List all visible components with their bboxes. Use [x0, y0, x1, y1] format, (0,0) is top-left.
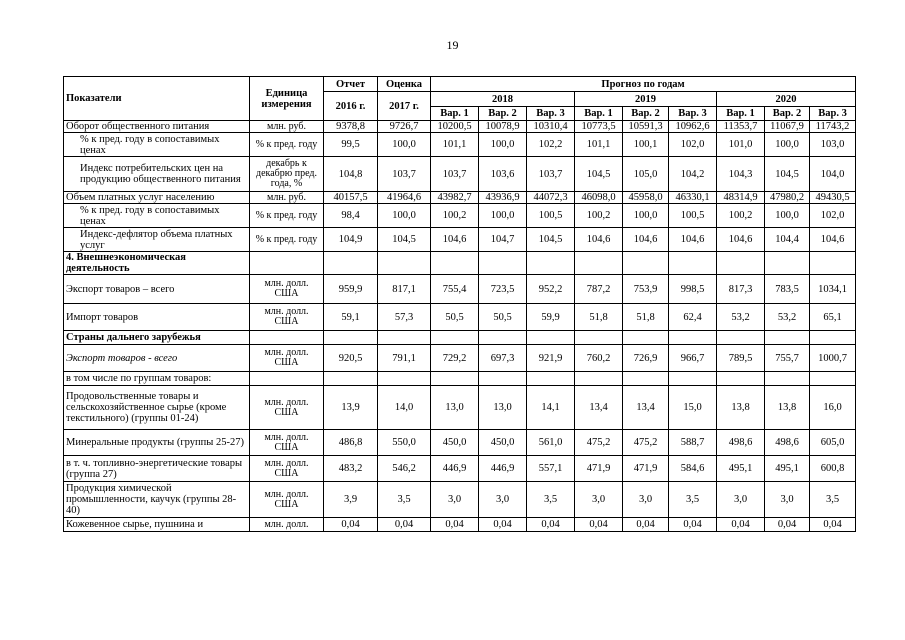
value-cell: 104,3 — [717, 157, 765, 192]
value-cell: 40157,5 — [324, 192, 378, 204]
value-cell: 104,8 — [324, 157, 378, 192]
value-cell: 103,7 — [431, 157, 479, 192]
value-cell: 10078,9 — [479, 121, 527, 133]
header-year-2016: 2016 г. — [324, 92, 378, 121]
value-cell: 100,2 — [575, 204, 623, 228]
value-cell: 921,9 — [527, 345, 575, 372]
value-cell: 14,0 — [378, 386, 431, 430]
value-cell: 100,5 — [669, 204, 717, 228]
value-cell: 45958,0 — [623, 192, 669, 204]
value-cell: 104,4 — [765, 228, 810, 252]
value-cell: 103,6 — [479, 157, 527, 192]
section-title: Страны дальнего зарубежья — [64, 331, 250, 345]
value-cell: 48314,9 — [717, 192, 765, 204]
value-cell: 0,04 — [378, 518, 431, 532]
value-cell: 0,04 — [623, 518, 669, 532]
table-row — [64, 121, 856, 133]
empty-cell — [250, 372, 324, 386]
value-cell: 3,9 — [324, 482, 378, 518]
header-year-2020: 2020 — [717, 92, 856, 107]
value-cell: 789,5 — [717, 345, 765, 372]
value-cell: 104,6 — [717, 228, 765, 252]
row-unit: млн. долл. — [250, 518, 324, 532]
value-cell: 588,7 — [669, 430, 717, 456]
value-cell: 471,9 — [575, 456, 623, 482]
value-cell: 100,2 — [431, 204, 479, 228]
value-cell: 723,5 — [479, 275, 527, 304]
table-row — [64, 345, 856, 372]
row-name: Продукция химической промышленности, каучук (группы 28-40) — [64, 482, 250, 518]
value-cell: 486,8 — [324, 430, 378, 456]
value-cell: 50,5 — [479, 304, 527, 331]
value-cell: 0,04 — [810, 518, 856, 532]
row-name: Импорт товаров — [64, 304, 250, 331]
value-cell: 101,1 — [431, 133, 479, 157]
value-cell: 10591,3 — [623, 121, 669, 133]
row-unit: млн. долл. США — [250, 456, 324, 482]
value-cell: 51,8 — [623, 304, 669, 331]
value-cell: 483,2 — [324, 456, 378, 482]
header-variant: Вар. 2 — [623, 107, 669, 121]
value-cell: 62,4 — [669, 304, 717, 331]
empty-cell — [810, 331, 856, 345]
value-cell: 495,1 — [765, 456, 810, 482]
value-cell: 14,1 — [527, 386, 575, 430]
row-name: Продовольственные товары и сельскохозяйственное сырье (кроме текстильного) (группы 01-24) — [64, 386, 250, 430]
value-cell: 98,4 — [324, 204, 378, 228]
value-cell: 959,9 — [324, 275, 378, 304]
value-cell: 100,2 — [717, 204, 765, 228]
table-row — [64, 133, 856, 157]
value-cell: 791,1 — [378, 345, 431, 372]
value-cell: 726,9 — [623, 345, 669, 372]
value-cell: 3,5 — [527, 482, 575, 518]
empty-cell — [623, 331, 669, 345]
header-year-2018: 2018 — [431, 92, 575, 107]
table-row — [64, 518, 856, 532]
header-variant: Вар. 1 — [717, 107, 765, 121]
value-cell: 1034,1 — [810, 275, 856, 304]
value-cell: 966,7 — [669, 345, 717, 372]
empty-cell — [623, 252, 669, 275]
table-row — [64, 275, 856, 304]
row-name: Объем платных услуг населению — [64, 192, 250, 204]
value-cell: 3,5 — [378, 482, 431, 518]
table-row — [64, 372, 856, 386]
value-cell: 104,6 — [431, 228, 479, 252]
value-cell: 446,9 — [479, 456, 527, 482]
value-cell: 103,7 — [527, 157, 575, 192]
value-cell: 104,5 — [527, 228, 575, 252]
value-cell: 59,9 — [527, 304, 575, 331]
value-cell: 0,04 — [765, 518, 810, 532]
empty-cell — [431, 252, 479, 275]
value-cell: 557,1 — [527, 456, 575, 482]
value-cell: 753,9 — [623, 275, 669, 304]
empty-cell — [669, 331, 717, 345]
value-cell: 99,5 — [324, 133, 378, 157]
row-name: Экспорт товаров – всего — [64, 275, 250, 304]
value-cell: 998,5 — [669, 275, 717, 304]
value-cell: 43936,9 — [479, 192, 527, 204]
empty-cell — [378, 331, 431, 345]
value-cell: 13,4 — [575, 386, 623, 430]
value-cell: 1000,7 — [810, 345, 856, 372]
value-cell: 46098,0 — [575, 192, 623, 204]
value-cell: 13,0 — [479, 386, 527, 430]
value-cell: 9378,8 — [324, 121, 378, 133]
value-cell: 10773,5 — [575, 121, 623, 133]
section-title: 4. Внешнеэкономическая деятельность — [64, 252, 250, 275]
header-year-2017: 2017 г. — [378, 92, 431, 121]
header-report: Отчет — [324, 77, 378, 92]
value-cell: 100,0 — [765, 133, 810, 157]
value-cell: 498,6 — [717, 430, 765, 456]
table-row — [64, 228, 856, 252]
value-cell: 16,0 — [810, 386, 856, 430]
value-cell: 101,0 — [717, 133, 765, 157]
table-row — [64, 430, 856, 456]
value-cell: 495,1 — [717, 456, 765, 482]
value-cell: 787,2 — [575, 275, 623, 304]
empty-cell — [431, 372, 479, 386]
value-cell: 3,5 — [810, 482, 856, 518]
value-cell: 100,0 — [765, 204, 810, 228]
value-cell: 920,5 — [324, 345, 378, 372]
value-cell: 41964,6 — [378, 192, 431, 204]
value-cell: 0,04 — [717, 518, 765, 532]
value-cell: 760,2 — [575, 345, 623, 372]
empty-cell — [717, 331, 765, 345]
value-cell: 475,2 — [575, 430, 623, 456]
header-year-2019: 2019 — [575, 92, 717, 107]
value-cell: 498,6 — [765, 430, 810, 456]
value-cell: 100,1 — [623, 133, 669, 157]
header-variant: Вар. 3 — [527, 107, 575, 121]
header-unit: Единица измерения — [250, 77, 324, 121]
empty-cell — [810, 252, 856, 275]
header-variant: Вар. 1 — [575, 107, 623, 121]
forecast-table — [63, 76, 856, 532]
value-cell: 0,04 — [431, 518, 479, 532]
row-name: Оборот общественного питания — [64, 121, 250, 133]
header-variant: Вар. 3 — [810, 107, 856, 121]
empty-cell — [623, 372, 669, 386]
section-row — [64, 252, 856, 275]
value-cell: 59,1 — [324, 304, 378, 331]
value-cell: 53,2 — [717, 304, 765, 331]
value-cell: 104,0 — [810, 157, 856, 192]
header-variant: Вар. 2 — [479, 107, 527, 121]
value-cell: 15,0 — [669, 386, 717, 430]
value-cell: 729,2 — [431, 345, 479, 372]
value-cell: 100,5 — [527, 204, 575, 228]
value-cell: 3,0 — [717, 482, 765, 518]
row-name: Индекс потребительских цен на продукцию общественного питания — [64, 157, 250, 192]
value-cell: 100,0 — [623, 204, 669, 228]
row-name: % к пред. году в сопоставимых ценах — [64, 204, 250, 228]
header-indicators: Показатели — [64, 77, 250, 121]
row-unit: млн. долл. США — [250, 275, 324, 304]
empty-cell — [765, 331, 810, 345]
value-cell: 475,2 — [623, 430, 669, 456]
value-cell: 104,2 — [669, 157, 717, 192]
value-cell: 11743,2 — [810, 121, 856, 133]
value-cell: 13,4 — [623, 386, 669, 430]
value-cell: 3,5 — [669, 482, 717, 518]
value-cell: 450,0 — [431, 430, 479, 456]
table-row — [64, 386, 856, 430]
value-cell: 100,0 — [479, 204, 527, 228]
section-row — [64, 331, 856, 345]
value-cell: 450,0 — [479, 430, 527, 456]
value-cell: 104,5 — [378, 228, 431, 252]
empty-cell — [765, 372, 810, 386]
value-cell: 104,9 — [324, 228, 378, 252]
empty-cell — [669, 252, 717, 275]
value-cell: 13,0 — [431, 386, 479, 430]
empty-cell — [431, 331, 479, 345]
empty-cell — [378, 252, 431, 275]
value-cell: 3,0 — [431, 482, 479, 518]
value-cell: 100,0 — [479, 133, 527, 157]
value-cell: 546,2 — [378, 456, 431, 482]
row-name: Кожевенное сырье, пушнина и — [64, 518, 250, 532]
value-cell: 697,3 — [479, 345, 527, 372]
value-cell: 100,0 — [378, 133, 431, 157]
value-cell: 755,4 — [431, 275, 479, 304]
value-cell: 9726,7 — [378, 121, 431, 133]
value-cell: 550,0 — [378, 430, 431, 456]
empty-cell — [575, 331, 623, 345]
value-cell: 50,5 — [431, 304, 479, 331]
empty-cell — [575, 252, 623, 275]
value-cell: 783,5 — [765, 275, 810, 304]
row-unit: декабрь к декабрю пред. года, % — [250, 157, 324, 192]
empty-cell — [250, 252, 324, 275]
value-cell: 605,0 — [810, 430, 856, 456]
value-cell: 11353,7 — [717, 121, 765, 133]
value-cell: 446,9 — [431, 456, 479, 482]
row-unit: % к пред. году — [250, 133, 324, 157]
value-cell: 49430,5 — [810, 192, 856, 204]
row-unit: млн. долл. США — [250, 430, 324, 456]
table-row — [64, 204, 856, 228]
empty-cell — [575, 372, 623, 386]
header-variant: Вар. 2 — [765, 107, 810, 121]
value-cell: 104,6 — [810, 228, 856, 252]
header-forecast: Прогноз по годам — [431, 77, 856, 92]
empty-cell — [810, 372, 856, 386]
row-name: в т. ч. топливно-энергетические товары (группа 27) — [64, 456, 250, 482]
value-cell: 102,2 — [527, 133, 575, 157]
empty-cell — [765, 252, 810, 275]
row-name: в том числе по группам товаров: — [64, 372, 250, 386]
value-cell: 471,9 — [623, 456, 669, 482]
value-cell: 817,1 — [378, 275, 431, 304]
row-unit: млн. долл. США — [250, 482, 324, 518]
value-cell: 11067,9 — [765, 121, 810, 133]
value-cell: 600,8 — [810, 456, 856, 482]
row-name: Экспорт товаров - всего — [64, 345, 250, 372]
header-variant: Вар. 1 — [431, 107, 479, 121]
row-name: Минеральные продукты (группы 25-27) — [64, 430, 250, 456]
value-cell: 104,5 — [575, 157, 623, 192]
empty-cell — [250, 331, 324, 345]
empty-cell — [669, 372, 717, 386]
table-row — [64, 192, 856, 204]
value-cell: 561,0 — [527, 430, 575, 456]
value-cell: 3,0 — [575, 482, 623, 518]
table-header — [64, 77, 856, 121]
value-cell: 0,04 — [669, 518, 717, 532]
empty-cell — [378, 372, 431, 386]
value-cell: 10310,4 — [527, 121, 575, 133]
empty-cell — [479, 331, 527, 345]
row-unit: млн. долл. США — [250, 386, 324, 430]
value-cell: 105,0 — [623, 157, 669, 192]
empty-cell — [717, 252, 765, 275]
value-cell: 57,3 — [378, 304, 431, 331]
empty-cell — [527, 372, 575, 386]
empty-cell — [324, 252, 378, 275]
empty-cell — [527, 252, 575, 275]
value-cell: 13,8 — [765, 386, 810, 430]
value-cell: 3,0 — [623, 482, 669, 518]
value-cell: 104,7 — [479, 228, 527, 252]
value-cell: 100,0 — [378, 204, 431, 228]
value-cell: 102,0 — [810, 204, 856, 228]
value-cell: 47980,2 — [765, 192, 810, 204]
row-unit: млн. долл. США — [250, 345, 324, 372]
value-cell: 584,6 — [669, 456, 717, 482]
table-row — [64, 304, 856, 331]
value-cell: 51,8 — [575, 304, 623, 331]
page-number: 19 — [446, 38, 459, 52]
value-cell: 13,9 — [324, 386, 378, 430]
value-cell: 3,0 — [765, 482, 810, 518]
row-name: Индекс-дефлятор объема платных услуг — [64, 228, 250, 252]
row-unit: млн. руб. — [250, 121, 324, 133]
row-unit: % к пред. году — [250, 204, 324, 228]
empty-cell — [479, 252, 527, 275]
empty-cell — [479, 372, 527, 386]
row-unit: млн. руб. — [250, 192, 324, 204]
value-cell: 0,04 — [479, 518, 527, 532]
value-cell: 104,5 — [765, 157, 810, 192]
value-cell: 104,6 — [623, 228, 669, 252]
row-name: % к пред. году в сопоставимых ценах — [64, 133, 250, 157]
empty-cell — [324, 331, 378, 345]
value-cell: 101,1 — [575, 133, 623, 157]
value-cell: 0,04 — [575, 518, 623, 532]
value-cell: 0,04 — [324, 518, 378, 532]
value-cell: 104,6 — [669, 228, 717, 252]
value-cell: 103,7 — [378, 157, 431, 192]
table-row — [64, 456, 856, 482]
value-cell: 43982,7 — [431, 192, 479, 204]
empty-cell — [324, 372, 378, 386]
table-row — [64, 482, 856, 518]
value-cell: 13,8 — [717, 386, 765, 430]
value-cell: 53,2 — [765, 304, 810, 331]
value-cell: 10962,6 — [669, 121, 717, 133]
value-cell: 817,3 — [717, 275, 765, 304]
value-cell: 3,0 — [479, 482, 527, 518]
value-cell: 46330,1 — [669, 192, 717, 204]
value-cell: 65,1 — [810, 304, 856, 331]
value-cell: 104,6 — [575, 228, 623, 252]
empty-cell — [527, 331, 575, 345]
empty-cell — [717, 372, 765, 386]
value-cell: 103,0 — [810, 133, 856, 157]
value-cell: 102,0 — [669, 133, 717, 157]
table-row — [64, 157, 856, 192]
header-estimate: Оценка — [378, 77, 431, 92]
table-body — [64, 121, 856, 532]
value-cell: 44072,3 — [527, 192, 575, 204]
row-unit: % к пред. году — [250, 228, 324, 252]
value-cell: 0,04 — [527, 518, 575, 532]
value-cell: 755,7 — [765, 345, 810, 372]
value-cell: 952,2 — [527, 275, 575, 304]
row-unit: млн. долл. США — [250, 304, 324, 331]
header-variant: Вар. 3 — [669, 107, 717, 121]
value-cell: 10200,5 — [431, 121, 479, 133]
